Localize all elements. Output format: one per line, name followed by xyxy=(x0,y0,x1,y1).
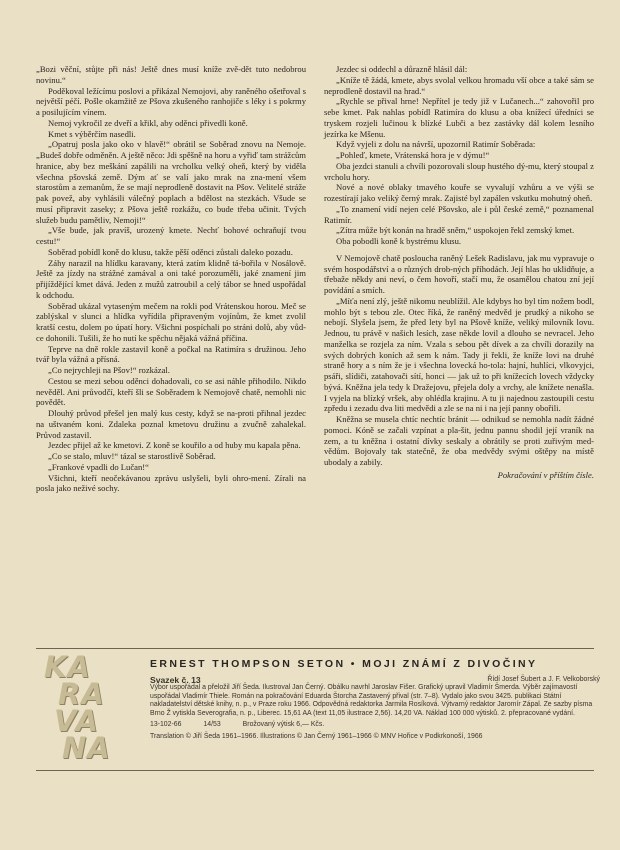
logo-line: NA xyxy=(62,731,111,765)
text-columns xyxy=(36,64,594,494)
price: Brožovaný výtisk 6,— Kčs. xyxy=(242,721,325,729)
paragraph: „Vše bude, jak pravíš, urozený kmete. Nechť bohové ochraňují tvou cestu!“ xyxy=(36,225,306,246)
left-column xyxy=(36,64,306,494)
paragraph: Nové a nové oblaky tmavého kouře se vyvalují vzhůru a ve výši se rozestírají jako veliký černý mrak. Zajisté byl zapálen vskutku mohutný oheň. xyxy=(324,182,594,203)
paragraph: Soběrad ukázal vytaseným mečem na rokli pod Vrátenskou horou. Meč se zablýskal v slunci a hlídka vyřídila připraveným vojínům, že kmet zvolil kratší cestu, dolem po úpatí hory. Všichni pospíchali po stráni dolů, aby vůd-ce dohonili. Tušili, že ho nutí ke spěchu nějaká vážná příčina. xyxy=(36,300,306,343)
paragraph: „Co nejrychleji na Pšov!“ rozkázal. xyxy=(48,365,170,375)
paragraph: Všichni, kteří neočekávanou zprávu uslyšeli, byli ohro-mení. Zírali na posla jako neživé sochy. xyxy=(36,472,306,494)
paragraph: Kněžna se musela chtíc nechtíc bránit — odnikud se nemohla nadít žádné pomoci. Kóně se začali vzpínat a pla-šit, jednu pannu shodil její vraník na zem, a tu kněžna i ostatní dívky seskaly a obrátily se proti zuřivým med-vědům. Bojovaly tak statečně, že oba medvědy svými oštěpy na místě ubodaly a zabily. xyxy=(324,414,594,467)
paragraph: Nemoj vykročil ze dveří a křikl, aby oděnci přivedli koně. xyxy=(48,117,248,128)
paragraph: Dlouhý průvod přešel jen malý kus cesty, když se na-proti přihnal jezdec na uštvaném koni. Zdaleka poznal kmetovu družinu a zvučně zahalekal. Průvod zastavil. xyxy=(36,408,306,440)
paragraph: „Kníže tě žádá, kmete, abys svolal velkou hromadu vší obce a také sám se neprodleně dostavil na hrad.“ xyxy=(324,74,594,96)
editors: Řídí Josef Šubert a J. F. Velkoborský xyxy=(487,676,600,683)
paragraph: „To znamení vidí nejen celé Pšovsko, ale i půl české země,“ poznamenal Ratimír. xyxy=(324,203,594,225)
imprint-block xyxy=(150,676,600,742)
paragraph: „Rychle se přival hrne! Nepřítel je tedy již v Lučanech...“ zahovořil pro sebe kmet. Pak nahlas pobídl Ratimíra do klusu a oba knížecí úředníci se tryskem rozjeli lučinou k blízké Lubči a bez zastávky dál kolem lesního jezírka ke Mšenu. xyxy=(324,96,594,139)
paragraph: Cestou se mezi sebou oděnci dohadovali, co se asi náhle přihodilo. Nikdo nevěděl. Ani průvodčí, kteří šli se Soběradem k Nemojově chatě, nemohli nic povědět. xyxy=(36,375,306,408)
paragraph: „Opatruj posla jako oko v hlavě!“ obrátil se Soběrad znovu na Nemoje. „Budeš dobře odměněn. A ještě něco: Jdi spěšně na horu a vyřiď tam strážcům hranice, aby bez meškání zapálili na vrcholku velký oheň, který by viděla všechna pšovská země. Dým ať se valí jako mrak na zna-mení všem starostům a zemanům, že se mají neprodleně dostavit na Pšov. Velitelé stráže pak povež, aby vyhlásili válečný poplach a bdělost na stezkách. Všude se musí připravit zaseky; z Pšova ještě rozkážu, co bude třeba učinit. Tvých služeb budu pamětliv, Nemoji!“ xyxy=(36,139,306,225)
footer-bottom-rule xyxy=(36,770,594,771)
paragraph: Poděkoval ležícímu poslovi a přikázal Nemojovi, aby raněného ošetřoval s největší péčí. Pošle okamžitě ze Pšova zkušeného ranhojiče s léky i s pokrmy a posilujícím vínem. xyxy=(36,85,306,117)
paragraph: „Pohleď, kmete, Vrátenská hora je v dýmu!“ xyxy=(336,150,490,160)
logo-line: RA xyxy=(58,677,105,711)
catalog-code: 13-102-66 xyxy=(150,721,182,729)
logo-line: VA xyxy=(54,704,99,738)
paragraph: „Frankové vpadli do Lučan!“ xyxy=(48,461,149,472)
paragraph: Jezdec přijel až ke kmetovi. Z koně se kouřilo a od huby mu kapala pěna. xyxy=(48,440,301,451)
copyright: Translation © Jiří Šeda 1961–1966. Illustrations © Jan Černý 1961–1966 © MNV Hořice v Podkrkonoší, 1966 xyxy=(150,733,483,741)
paragraph: V Nemojově chatě posloucha raněný Lešek Radislavu, jak mu vypravuje o svém hospodářství a o různých drob-ných příhodách. Její hlas ho uklidňuje, a třebaže někdy ani neví, o čem hovoří, stačí mu, že osamělou chatou zní její povídání a smích. xyxy=(324,252,594,295)
to-be-continued: Pokračování v příštím čísle. xyxy=(497,469,594,480)
volume-number: Svazek č. 13 xyxy=(150,675,201,685)
logo-line: KA xyxy=(44,650,91,684)
right-column xyxy=(324,64,594,494)
footer-top-rule xyxy=(36,648,594,649)
paragraph: Když vyjeli z dolu na návrší, upozornil Ratimír Soběrada: xyxy=(336,139,536,150)
paragraph: „Bozi věční, stůjte při nás! Ještě dnes musí kníže zvě-dět tuto nedobrou novinu.“ xyxy=(36,64,306,85)
paragraph: Oba pobodli koně k bystrému klusu. xyxy=(336,236,462,246)
paragraph: Teprve na dně rokle zastavil koně a počkal na Ratimíra s družinou. Jeho tvář byla vážná a přísná. xyxy=(36,343,306,365)
paragraph: „Co se stalo, mluv!“ tázal se starostlivě Soběrad. xyxy=(48,451,216,461)
paragraph: Kmet s výběrčím nasedli. xyxy=(48,128,136,139)
imprint-text: Výbor uspořádal a přeložil Jiří Šeda. Ilustroval Jan Černý. Obálku navrhl Jaroslav Fišer. Grafický upravil Vladimír Šmerda. Výběr zajímavostí uspořádal Vladimír Thiele. Román na pokračování Eduarda Štorcha Zastavený přival (str. 7–8). Vydalo jako svou 3425. publikaci Státní nakladatelství dětské knihy, n. p., v Praze roku 1966. Odpovědná redaktorka Jarmila Rosíková. Výtvarný redaktor Jaromír Zápal. Ze sazby písma Brno Ž vytiskla Severografia, n. p., Liberec. 15,61 AA (text 11,05 ilustrace 2,56). 14,20 VA. Náklad 100 000 výtisků. 2. přepracované vydání. xyxy=(150,684,593,717)
series-title: ERNEST THOMPSON SETON • MOJI ZNÁMÍ Z DIVOČINY xyxy=(150,658,538,670)
paragraph: „Zítra může být konán na hradě sněm,“ uspokojen řekl zemský kmet. xyxy=(336,225,575,236)
paragraph: Soběrad pobídl koně do klusu, takže pěší oděnci zůstali daleko pozadu. xyxy=(48,246,293,257)
paragraph: Jezdec si oddechl a důrazně hlásil dál: xyxy=(336,64,468,74)
karavana-logo xyxy=(44,650,132,765)
paragraph: Oba jezdci stanuli a chvíli pozorovali sloup hustého dý-mu, který stoupal z vrcholu hory. xyxy=(324,160,594,182)
paragraph: Záhy narazil na hlídku karavany, která zatím klidně tá-bořila v Nosálově. Ještě za jízdy na strážné zamával a oni také porozuměli, jaké znamení jim přijíždějící kmet dává. Jeden z mužů zatroubil a celý tábor se hned uspořádal k odchodu. xyxy=(36,257,306,300)
catalog-code-2: 14/53 xyxy=(203,721,221,729)
paragraph: „Míťa není zlý, ještě nikomu neublížil. Ale kdybys ho byl tím nožem bodl, mohlo být s tebou zle. Otec říká, že raněný medvěd je prudký a nikoho se nebojí. Slyšela jsem, že před lety byl na Pšově kníže, veliký milovník lovu. Jednou, tu právě v našich lesích, zase někde lovil a dlouho se nevracel. Jeho manželka se rozjela za ním. Vzala s sebou pět dívek a za chvíli dorazily na svých dobrých koních až sem k nám. Tady ji řekli, že kníže lovi na druhé straně hory a s ním že je i všechna lovecká ho-tola: hajní, huhlíci, vlkovyjci, psáři, slídiči, zatahovači sítí, honci — jak už to při knížecích lovech vždycky bývá. Kněžna jela tedy k Dražejovu, přejela doly a vrchy, ale knížete nenašla. I vyjela na blízký vršek, aby ohlédla krajinu. A tu ji najednou zastoupili cestu zpředu i zezadu dva liti medvědi a zle se na ni i na její panny obořili. xyxy=(324,295,594,414)
